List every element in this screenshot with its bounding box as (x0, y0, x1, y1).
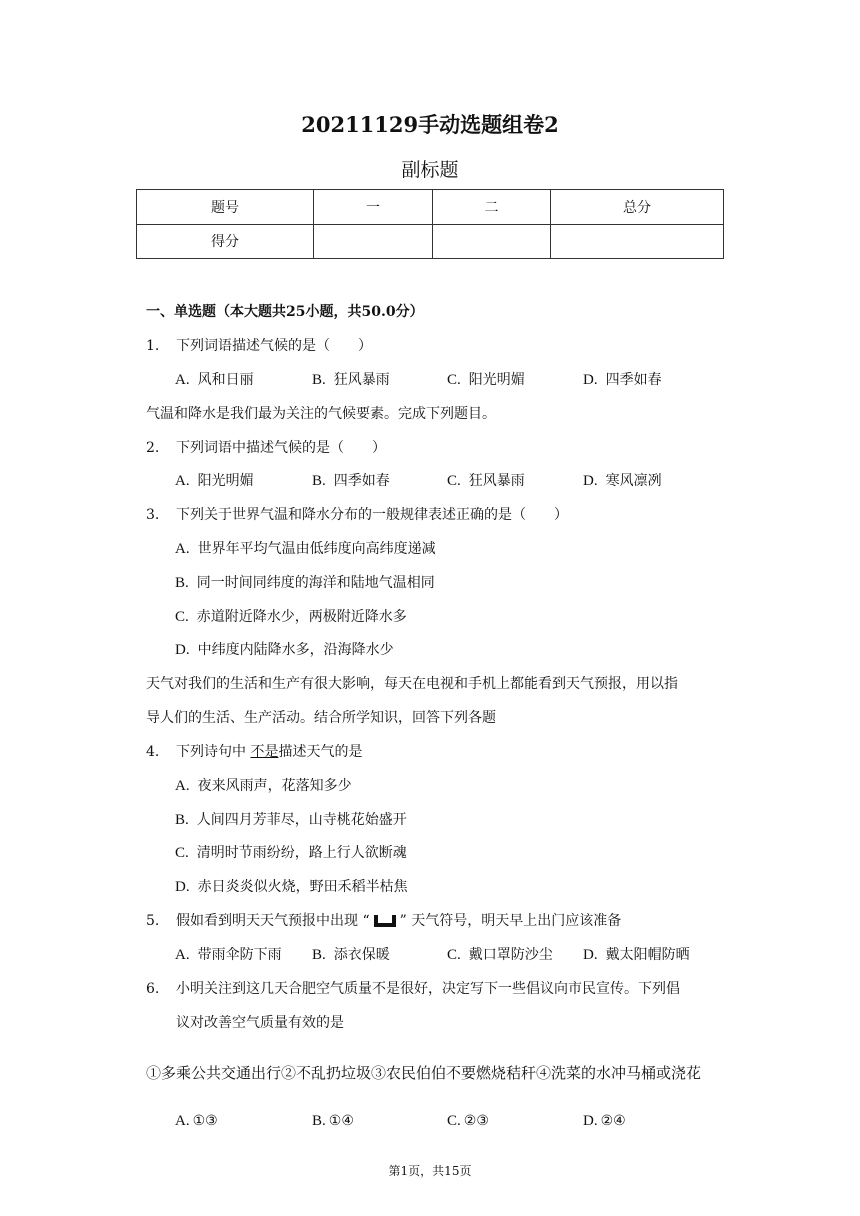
option-b[interactable]: B. 狂风暴雨 (312, 372, 390, 388)
intro-text: 气温和降水是我们最为关注的气候要素。完成下列题目。 (146, 406, 496, 422)
question-stem: 下列词语中描述气候的是（ ） (176, 440, 386, 456)
option-c[interactable]: C. 赤道附近降水少，两极附近降水多 (175, 609, 407, 625)
question-number: 4. (146, 744, 160, 760)
question-1 (146, 335, 372, 355)
option-d[interactable]: D. ②④ (583, 1113, 626, 1129)
question-number: 2. (146, 440, 160, 456)
underlined-word: 不是 (250, 744, 279, 760)
score-input-cell[interactable] (551, 224, 724, 259)
question-stem: 下列诗句中 (176, 744, 251, 760)
question-stem: 描述天气的是 (278, 744, 363, 760)
option-c[interactable]: C. 清明时节雨纷纷，路上行人欲断魂 (175, 845, 407, 861)
option-b[interactable]: B. 添衣保暖 (312, 947, 390, 963)
question-stem: 下列词语描述气候的是（ ） (176, 338, 372, 354)
option-c[interactable]: C. 狂风暴雨 (447, 473, 525, 489)
table-row (137, 224, 724, 259)
table-cell: 得分 (137, 224, 314, 259)
option-a[interactable]: A. 夜来风雨声，花落知多少 (175, 778, 352, 794)
option-c[interactable]: C. 戴口罩防沙尘 (447, 947, 553, 963)
option-a[interactable]: A. 世界年平均气温由低纬度向高纬度递减 (175, 541, 436, 557)
page-title: 20211129手动选题组卷2 (301, 112, 559, 137)
option-c[interactable]: C. 阳光明媚 (447, 372, 525, 388)
option-b[interactable]: B. ①④ (312, 1113, 354, 1129)
question-number: 3. (146, 507, 160, 523)
question-stem: 议对改善空气质量有效的是 (176, 1015, 344, 1031)
question-3 (146, 504, 568, 524)
option-a[interactable]: A. 带雨伞防下雨 (175, 947, 282, 963)
score-table (136, 189, 724, 259)
option-d[interactable]: D. 寒风凛冽 (583, 473, 662, 489)
option-d[interactable]: D. 赤日炎炎似火烧，野田禾稻半枯焦 (175, 879, 408, 895)
score-input-cell[interactable] (314, 224, 433, 259)
question-stem: 假如看到明天天气预报中出现 “ (176, 913, 370, 929)
option-a[interactable]: A. 阳光明媚 (175, 473, 254, 489)
question-stem: 下列关于世界气温和降水分布的一般规律表述正确的是（ ） (176, 507, 568, 523)
option-b[interactable]: B. 四季如春 (312, 473, 390, 489)
table-cell: 题号 (137, 190, 314, 225)
question-number: 5. (146, 913, 160, 929)
table-cell: 二 (433, 190, 551, 225)
option-b[interactable]: B. 同一时间同纬度的海洋和陆地气温相同 (175, 575, 435, 591)
question-stem: 小明关注到这几天合肥空气质量不是很好，决定写下一些倡议向市民宣传。下列倡 (176, 981, 680, 997)
question-number: 6. (146, 981, 160, 997)
question-5 (146, 910, 621, 930)
weather-symbol-icon (372, 915, 398, 927)
table-cell: 一 (314, 190, 433, 225)
option-b[interactable]: B. 人间四月芳菲尽，山寺桃花始盛开 (175, 812, 407, 828)
option-a[interactable]: A. ①③ (175, 1113, 218, 1129)
option-c[interactable]: C. ②③ (447, 1113, 489, 1129)
option-d[interactable]: D. 四季如春 (583, 372, 662, 388)
question-2 (146, 437, 386, 457)
option-d[interactable]: D. 戴太阳帽防晒 (583, 947, 690, 963)
score-input-cell[interactable] (433, 224, 551, 259)
statement-list: ①多乘公共交通出行②不乱扔垃圾③农民伯伯不要燃烧秸秆④洗菜的水冲马桶或浇花 (146, 1064, 702, 1082)
option-a[interactable]: A. 风和日丽 (175, 372, 254, 388)
option-d[interactable]: D. 中纬度内陆降水多，沿海降水少 (175, 642, 394, 658)
intro-text: 导人们的生活、生产活动。结合所学知识，回答下列各题 (146, 710, 496, 726)
section-heading: 一、单选题（本大题共25小题，共50.0分） (146, 304, 424, 320)
table-row (137, 190, 724, 225)
question-4 (146, 741, 362, 761)
question-6 (146, 978, 680, 998)
page-footer: 第1页，共15页 (388, 1164, 472, 1178)
question-stem: ” 天气符号，明天早上出门应该准备 (399, 913, 622, 929)
question-number: 1. (146, 338, 160, 354)
table-cell: 总分 (551, 190, 724, 225)
intro-text: 天气对我们的生活和生产有很大影响，每天在电视和手机上都能看到天气预报，用以指 (146, 676, 678, 692)
page-subtitle: 副标题 (401, 159, 459, 181)
